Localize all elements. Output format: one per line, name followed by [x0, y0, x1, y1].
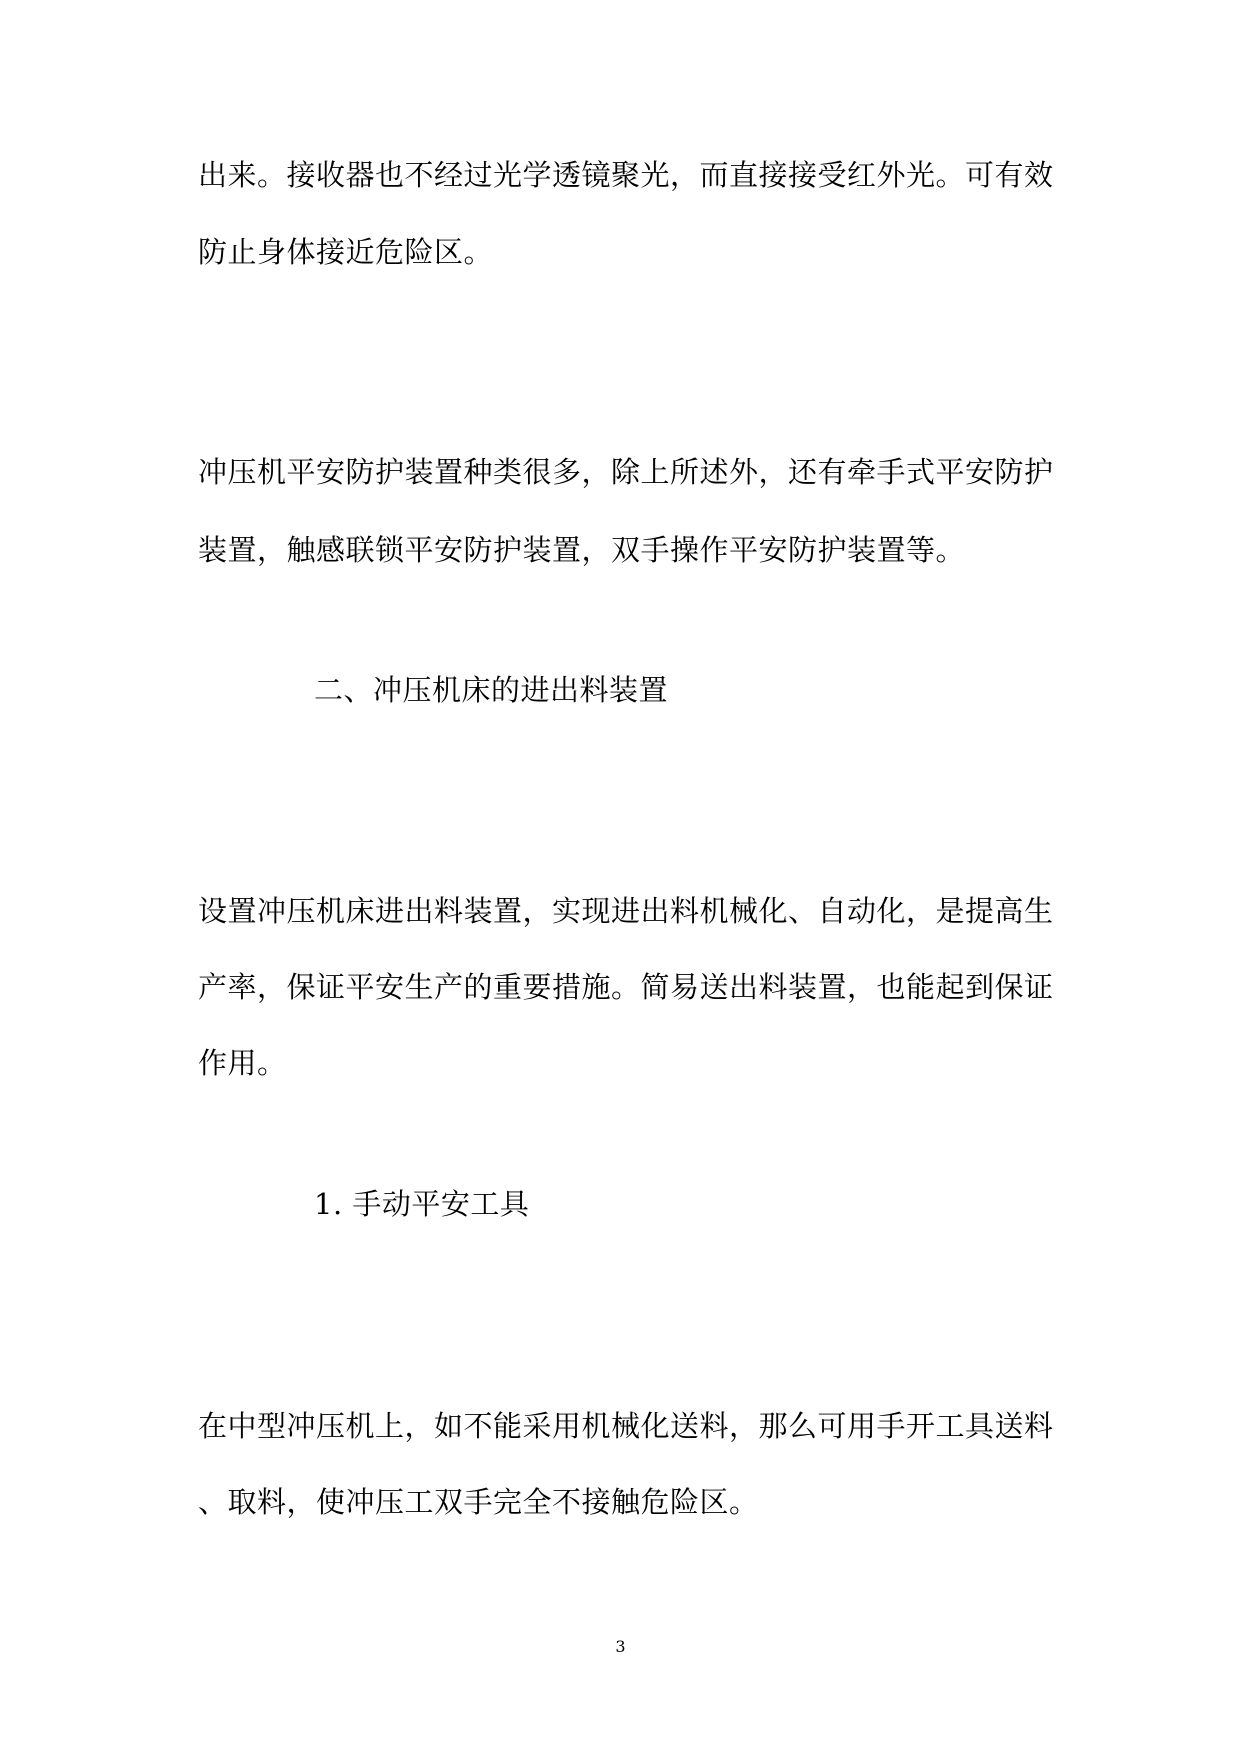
paragraph-4-line-2: 、取料，使冲压工双手完全不接触危险区。	[198, 1485, 759, 1519]
page-number: 3	[615, 1637, 626, 1656]
paragraph-1-line-1: 出来。接收器也不经过光学透镜聚光，而直接接受红外光。可有效	[198, 158, 1054, 192]
paragraph-3-line-1: 设置冲压机床进出料装置，实现进出料机械化、自动化，是提高生	[198, 894, 1054, 928]
paragraph-3-line-2: 产率，保证平安生产的重要措施。简易送出料装置，也能起到保证	[198, 970, 1054, 1004]
subsection-heading: 1. 手动平安工具	[314, 1187, 530, 1221]
paragraph-2-line-2: 装置，触感联锁平安防护装置，双手操作平安防护装置等。	[198, 533, 966, 567]
paragraph-4-line-1: 在中型冲压机上，如不能采用机械化送料，那么可用手开工具送料	[198, 1409, 1054, 1443]
paragraph-3-line-3: 作用。	[198, 1046, 287, 1080]
section-heading: 二、冲压机床的进出料装置	[314, 673, 669, 707]
paragraph-1-line-2: 防止身体接近危险区。	[198, 235, 494, 269]
paragraph-2-line-1: 冲压机平安防护装置种类很多，除上所述外，还有牵手式平安防护	[198, 455, 1054, 489]
